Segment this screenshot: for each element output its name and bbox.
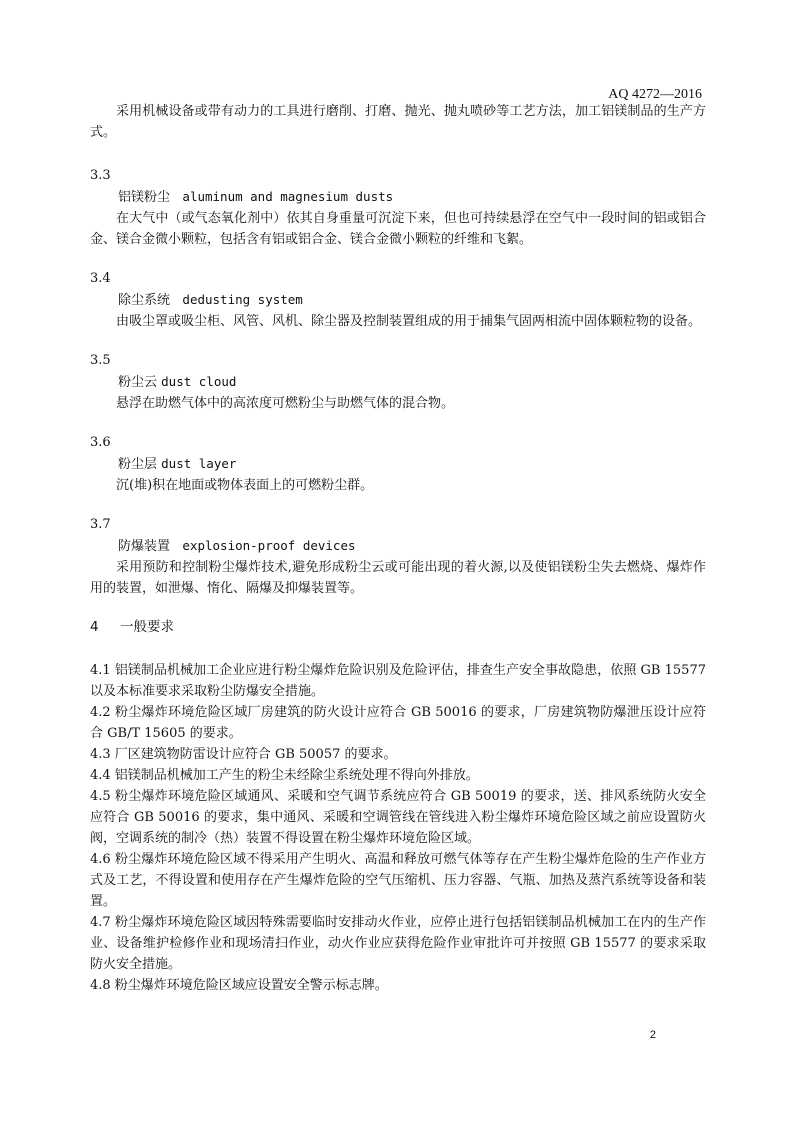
term-name	[90, 453, 706, 475]
section-heading	[90, 617, 706, 638]
standard-code: AQ 4272—2016	[608, 87, 702, 102]
term-entry	[90, 514, 706, 599]
clause: 4.3 厂区建筑物防雷设计应符合 GB 50057 的要求。	[90, 747, 397, 762]
term-entry	[90, 165, 706, 250]
clause: 4.2 粉尘爆炸环境危险区域厂房建筑的防火设计应符合 GB 50016 的要求，厂房建筑物防爆泄压设计应符合 GB/T 15605 的要求。	[90, 705, 706, 741]
section-number: 4	[90, 619, 99, 635]
term-definition: 在大气中（或气态氧化剂中）依其自身重量可沉淀下来，但也可持续悬浮在空气中一段时间的铝或铝合金、镁合金微小颗粒，包括含有铝或铝合金、镁合金微小颗粒的纤维和飞絮。	[90, 211, 706, 247]
term-name	[90, 371, 706, 393]
term-name	[90, 186, 706, 208]
term-number: 3.3	[90, 168, 111, 183]
term-definition: 悬浮在助燃气体中的高浓度可燃粉尘与助燃气体的混合物。	[116, 396, 455, 411]
clause: 4.4 铝镁制品机械加工产生的粉尘未经除尘系统处理不得向外排放。	[90, 768, 479, 783]
term-name	[90, 289, 706, 311]
clause-list	[90, 660, 706, 996]
term-definition: 采用预防和控制粉尘爆炸技术,避免形成粉尘云或可能出现的着火源,以及使铝镁粉尘失去燃烧、爆炸作用的装置，如泄爆、惰化、隔爆及抑爆装置等。	[90, 560, 706, 596]
term-entry	[90, 350, 706, 414]
term-name	[90, 535, 706, 557]
clause: 4.1 铝镁制品机械加工企业应进行粉尘爆炸危险识别及危险评估，排查生产安全事故隐患，依照 GB 15577 以及本标准要求采取粉尘防爆安全措施。	[90, 663, 706, 699]
term-name-cn: 除尘系统	[118, 293, 171, 308]
term-name-en: dust cloud	[161, 374, 237, 389]
term-name-cn: 铝镁粉尘	[118, 190, 171, 205]
term-name-cn: 粉尘层	[118, 457, 158, 472]
term-number: 3.4	[90, 271, 111, 286]
term-name-en: explosion-proof devices	[182, 538, 356, 553]
page-number: 2	[649, 1029, 656, 1041]
term-entry	[90, 432, 706, 496]
term-name-en: dust layer	[161, 456, 237, 471]
clause: 4.7 粉尘爆炸环境危险区域因特殊需要临时安排动火作业，应停止进行包括铝镁制品机械加工在内的生产作业、设备维护检修作业和现场清扫作业，动火作业应获得危险作业审批许可并按照 GB 15577 的要求采取防火安全措施。	[90, 915, 706, 972]
document-body	[90, 101, 706, 996]
term-name-cn: 防爆装置	[118, 539, 171, 554]
term-number: 3.6	[90, 435, 111, 450]
term-name-en: aluminum and magnesium dusts	[182, 189, 394, 204]
term-name-en: dedusting system	[182, 292, 303, 307]
clause: 4.6 粉尘爆炸环境危险区域不得采用产生明火、高温和释放可燃气体等存在产生粉尘爆炸危险的生产作业方式及工艺，不得设置和使用存在产生爆炸危险的空气压缩机、压力容器、气瓶、加热及蒸汽系统等设备和装置。	[90, 852, 706, 909]
clause: 4.8 粉尘爆炸环境危险区域应设置安全警示标志牌。	[90, 978, 388, 993]
term-name-cn: 粉尘云	[118, 375, 158, 390]
clause: 4.5 粉尘爆炸环境危险区域通风、采暖和空气调节系统应符合 GB 50019 的要求，送、排风系统防火安全应符合 GB 50016 的要求，集中通风、采暖和空调管线在管线进入粉尘爆炸环境危险区域之前应设置防火阀，空调系统的制冷（热）装置不得设置在粉尘爆炸环境危险区域。	[90, 789, 706, 846]
term-number: 3.7	[90, 517, 111, 532]
term-entry	[90, 268, 706, 332]
term-definition: 沉(堆)积在地面或物体表面上的可燃粉尘群。	[116, 478, 374, 493]
term-definition: 由吸尘罩或吸尘柜、风管、风机、除尘器及控制装置组成的用于捕集气固两相流中固体颗粒物的设备。	[116, 314, 702, 329]
intro-paragraph: 采用机械设备或带有动力的工具进行磨削、打磨、抛光、抛丸喷砂等工艺方法，加工铝镁制品的生产方式。	[90, 104, 706, 140]
term-number: 3.5	[90, 353, 111, 368]
section-title: 一般要求	[120, 619, 174, 635]
